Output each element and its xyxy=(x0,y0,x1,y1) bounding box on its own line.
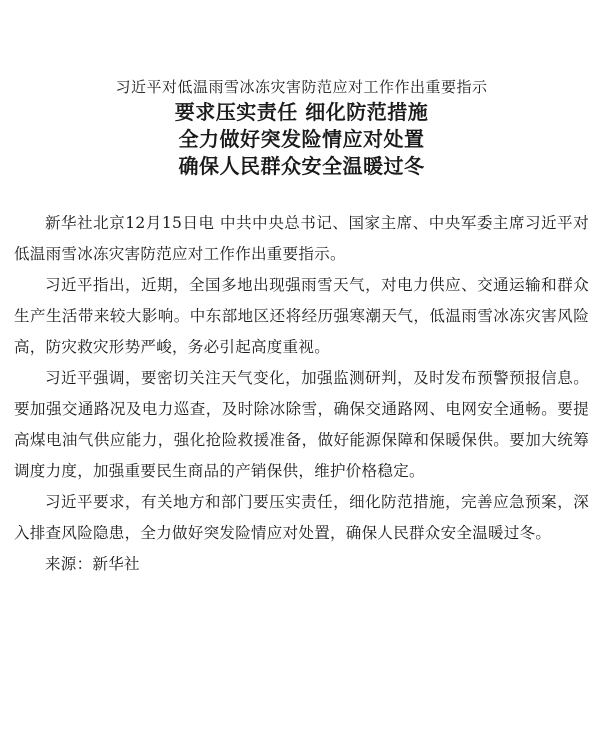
paragraph-3: 习近平强调，要密切关注天气变化，加强监测研判，及时发布预警预报信息。要加强交通路况及电力巡查，及时除冰除雪，确保交通路网、电网安全通畅。要提高煤电油气供应能力，强化抢险救援准备，做好能源保障和保暖保供。要加大统筹调度力度，加强重要民生商品的产销保供，维护价格稳定。 xyxy=(14,369,589,480)
paragraph-2: 习近平指出，近期，全国多地出现强雨雪天气，对电力供应、交通运输和群众生产生活带来较大影响。中东部地区还将经历强寒潮天气，低温雨雪冰冻灾害风险高，防灾救灾形势严峻，务必引起高度重视。 xyxy=(14,276,589,356)
paragraph-4: 习近平要求，有关地方和部门要压实责任，细化防范措施，完善应急预案，深入排查风险隐患，全力做好突发险情应对处置，确保人民群众安全温暖过冬。 xyxy=(14,493,589,542)
article-kicker: 习近平对低温雨雪冰冻灾害防范应对工作作出重要指示 xyxy=(115,78,488,96)
article-body xyxy=(14,208,589,580)
headline-line-3: 确保人民群众安全温暖过冬 xyxy=(178,154,425,178)
source-line: 来源：新华社 xyxy=(45,555,140,573)
headline-line-1: 要求压实责任 细化防范措施 xyxy=(174,100,429,124)
headline-line-2: 全力做好突发险情应对处置 xyxy=(178,127,425,151)
paragraph-1: 新华社北京12月15日电 中共中央总书记、国家主席、中央军委主席习近平对低温雨雪冰冻灾害防范应对工作作出重要指示。 xyxy=(14,214,589,263)
